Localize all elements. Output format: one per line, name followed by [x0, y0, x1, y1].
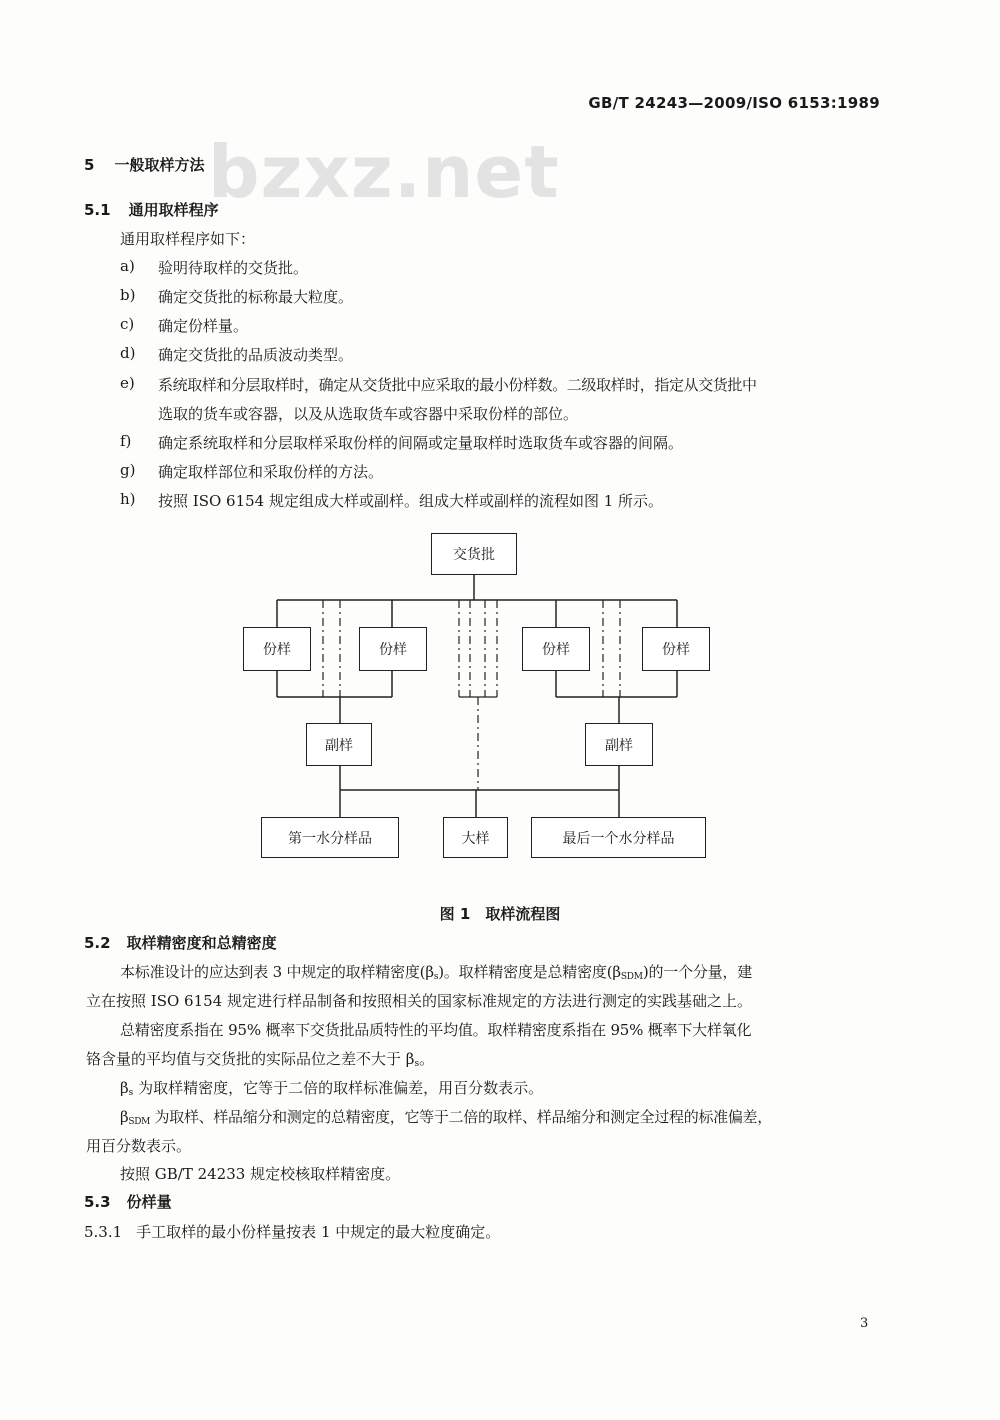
watermark: bzxz.net [208, 130, 560, 214]
list-label: g) [120, 461, 136, 479]
paragraph-line [120, 1077, 543, 1098]
list-label: c) [120, 315, 135, 333]
list-item: 确定份样量。 [158, 317, 249, 335]
paragraph-text: 手工取样的最小份样量按表 1 中规定的最大粒度确定。 [136, 1223, 501, 1241]
procedure-intro: 通用取样程序如下： [120, 230, 256, 248]
figure-caption: 图 1 取样流程图 [439, 905, 561, 923]
increment-box: 份样 [359, 627, 427, 671]
subsample-box: 副样 [306, 723, 372, 766]
subscript: SDM [128, 1117, 151, 1127]
paragraph-line [120, 1106, 772, 1127]
list-label: b) [120, 286, 136, 304]
last-moisture-sample-box: 最后一个水分样品 [531, 817, 706, 858]
list-item: 确定交货批的标称最大粒度。 [158, 288, 354, 306]
first-moisture-sample-box: 第一水分样品 [261, 817, 399, 858]
list-item: 确定交货批的品质波动类型。 [158, 346, 354, 364]
text-run: )的一个分量，建 [642, 963, 753, 981]
list-item: 验明待取样的交货批。 [158, 259, 309, 277]
text-run: 。 [419, 1050, 435, 1068]
increment-box: 份样 [243, 627, 311, 671]
paragraph-line: 总精密度系指在 95% 概率下交货批品质特性的平均值。取样精密度系指在 95% 概率下大样氧化 [120, 1021, 752, 1039]
subsample-box: 副样 [585, 723, 653, 766]
list-item: 按照 ISO 6154 规定组成大样或副样。组成大样或副样的流程如图 1 所示。 [158, 492, 664, 510]
increment-box: 份样 [642, 627, 710, 671]
paragraph-line: 用百分数表示。 [86, 1137, 192, 1155]
list-label: a) [120, 257, 135, 275]
increment-box: 份样 [522, 627, 590, 671]
section-number: 5.1 [84, 201, 111, 219]
section-number: 5.3 [84, 1193, 111, 1211]
list-item: 确定系统取样和分层取样采取份样的间隔或定量取样时选取货车或容器的间隔。 [158, 434, 684, 452]
list-label: d) [120, 344, 136, 362]
paragraph-line: 立在按照 ISO 6154 规定进行样品制备和按照相关的国家标准规定的方法进行测定的实践基础之上。 [86, 992, 752, 1010]
text-run: 铬含量的平均值与交货批的实际品位之差不大于 β [86, 1050, 415, 1068]
delivery-lot-box: 交货批 [431, 533, 517, 575]
section-number: 5.2 [84, 934, 111, 952]
section-number: 5 [84, 156, 95, 174]
paragraph-line [120, 961, 752, 982]
section-5-2-heading [84, 932, 277, 953]
section-number: 5.3.1 [84, 1223, 123, 1241]
list-item-continued: 选取的货车或容器，以及从选取货车或容器中采取份样的部位。 [158, 405, 579, 423]
section-5-3-heading [84, 1191, 172, 1212]
list-item: 系统取样和分层取样时，确定从交货批中应采取的最小份样数。二级取样时，指定从交货批中 [158, 376, 757, 394]
section-title: 通用取样程序 [128, 201, 219, 219]
symbol: β [120, 1079, 129, 1097]
list-label: h) [120, 490, 136, 508]
subscript: s [433, 972, 439, 982]
page-number: 3 [860, 1316, 869, 1331]
subscript: SDM [620, 972, 643, 982]
paragraph-line [86, 1048, 434, 1069]
paragraph-line: 按照 GB/T 24233 规定校核取样精密度。 [120, 1165, 401, 1183]
standard-number: GB/T 24243—2009/ISO 6153:1989 [588, 94, 880, 112]
list-label: f) [120, 432, 132, 450]
subscript: s [128, 1088, 134, 1098]
section-title: 一般取样方法 [114, 156, 205, 174]
section-title: 份样量 [126, 1193, 172, 1211]
list-item: 确定取样部位和采取份样的方法。 [158, 463, 384, 481]
section-title: 取样精密度和总精密度 [126, 934, 277, 952]
text-run: )。取样精密度是总精密度(β [438, 963, 621, 981]
text-run: 为取样精密度，它等于二倍的取样标准偏差，用百分数表示。 [133, 1079, 544, 1097]
symbol: β [120, 1108, 129, 1126]
subscript: s [414, 1059, 420, 1069]
gross-sample-box: 大样 [443, 817, 508, 858]
section-5-3-1 [84, 1221, 500, 1242]
list-label: e) [120, 374, 135, 392]
text-run: 为取样、样品缩分和测定的总精密度，它等于二倍的取样、样品缩分和测定全过程的标准偏差， [150, 1108, 772, 1126]
text-run: 本标准设计的应达到表 3 中规定的取样精密度(β [120, 963, 434, 981]
